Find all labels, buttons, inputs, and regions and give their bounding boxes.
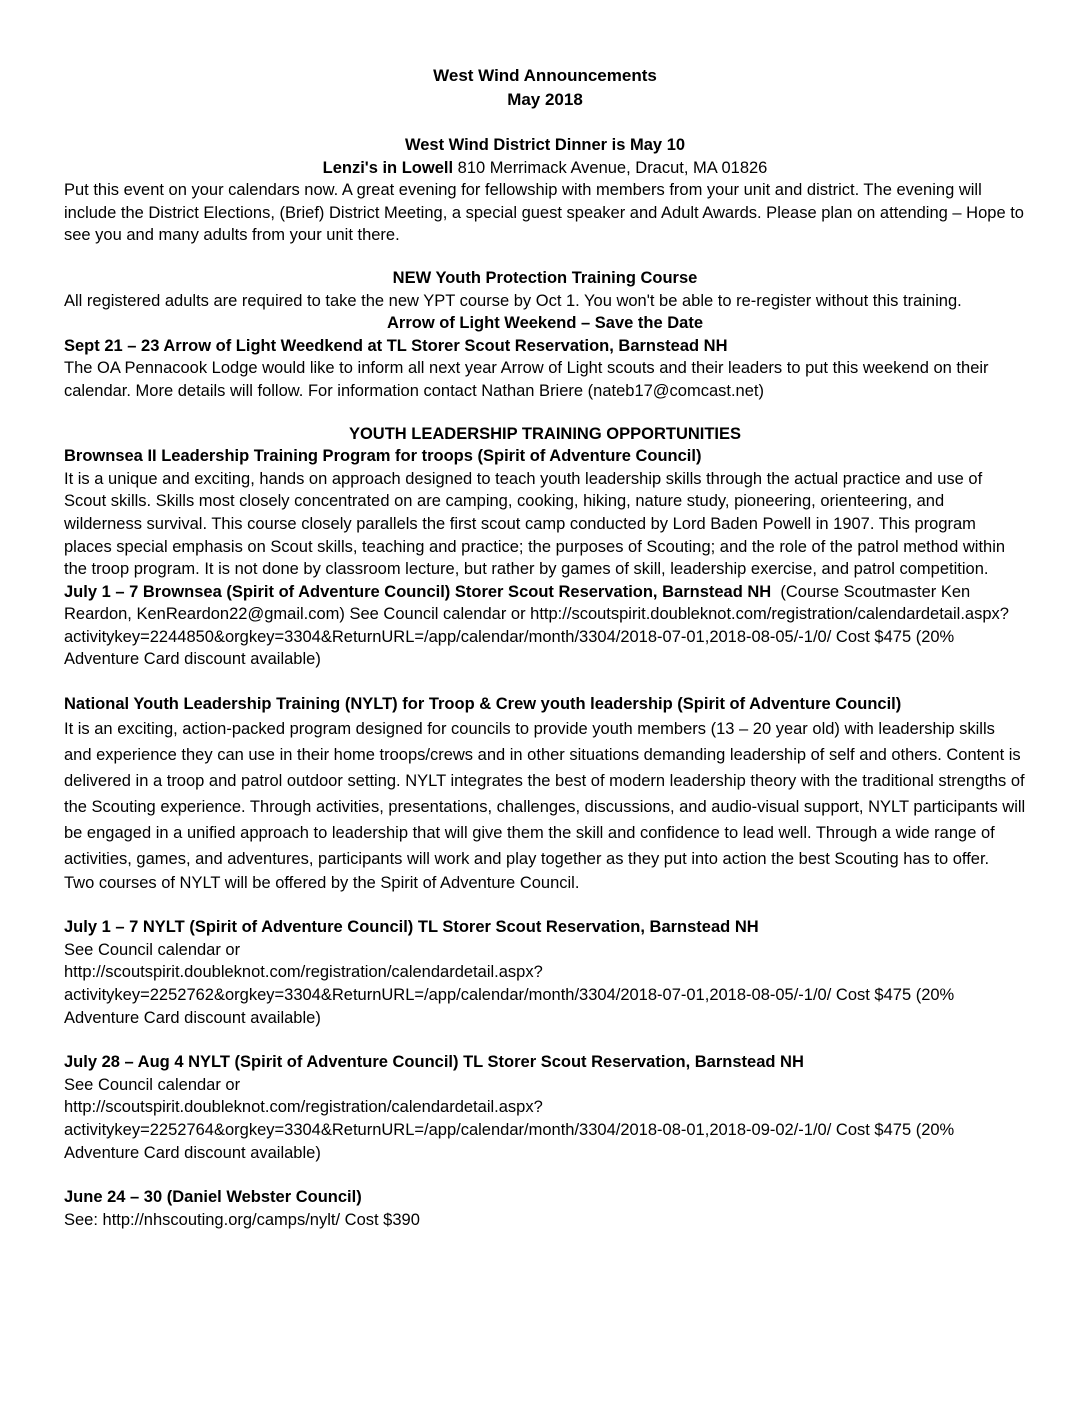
session-heading: June 24 – 30 (Daniel Webster Council) <box>64 1188 362 1207</box>
dinner-body: Put this event on your calendars now. A great evening for fellowship with members from your unit and district. The evening will include the District Elections, (Brief) District Meeting, a special guest speaker and Adult Awards. Please plan on attending – Hope to see you and many adults from your unit there. <box>64 181 1024 245</box>
brownsea-heading: Brownsea II Leadership Training Program for troops (Spirit of Adventure Council) <box>64 447 702 466</box>
doc-title: West Wind Announcements <box>433 66 657 85</box>
doc-date: May 2018 <box>507 90 583 109</box>
session-link: http://scoutspirit.doubleknot.com/registration/calendardetail.aspx?activitykey=2252762&orgkey=3304&ReturnURL=/app/calendar/month/3304/2018-07-01,2018-08-05/-1/0/ Cost $475 (20% Adventure Card discount available) <box>64 963 955 1027</box>
session-link: http://scoutspirit.doubleknot.com/registration/calendardetail.aspx?activitykey=2252764&orgkey=3304&ReturnURL=/app/calendar/month/3304/2018-08-01,2018-09-02/-1/0/ Cost $475 (20% Adventure Card discount available) <box>64 1098 955 1162</box>
session-heading: July 28 – Aug 4 NYLT (Spirit of Adventure Council) TL Storer Scout Reservation, Barnstead NH <box>64 1053 804 1072</box>
session-line: See Council calendar or <box>64 940 241 959</box>
session-heading: July 1 – 7 NYLT (Spirit of Adventure Council) TL Storer Scout Reservation, Barnstead NH <box>64 918 759 937</box>
nylt-body: It is an exciting, action-packed program designed for councils to provide youth members (13 – 20 year old) with leadership skills and experience they can use in their home troops/crews and in other situations demanding leadership of self and others. Content is delivered in a troop and patrol outdoor setting. NYLT integrates the best of modern leadership theory with the traditional strengths of the Scouting experience. Through activities, presentations, challenges, discussions, and audio-visual support, NYLT participants will be engaged in a unified approach to leadership that will give them the skill and confidence to lead well. Through a wide range of activities, games, and adventures, participants will work and play together as they put into action the best Scouting has to offer. <box>64 719 1026 868</box>
brownsea-details: (Course Scoutmaster Ken Reardon, KenReardon22@gmail.com) See Council calendar or http://scoutspirit.doubleknot.com/registration/calendardetail.aspx?activitykey=2244850&orgkey=3304&ReturnURL=/app/calendar/month/3304/2018-07-01,2018-08-05/-1/0/ Cost $475 (20% Adventure Card discount available) <box>64 582 1009 669</box>
document-page <box>64 64 1026 1231</box>
ypt-body: All registered adults are required to take the new YPT course by Oct 1. You won't be able to re-register without this training. <box>64 291 962 310</box>
dinner-location <box>64 157 1026 180</box>
nylt-session <box>64 1186 1026 1231</box>
youth-heading: YOUTH LEADERSHIP TRAINING OPPORTUNITIES <box>348 424 742 443</box>
dinner-heading: West Wind District Dinner is May 10 <box>404 136 686 154</box>
aol-heading: Arrow of Light Weekend – Save the Date <box>386 314 703 333</box>
ypt-heading: NEW Youth Protection Training Course <box>392 268 698 287</box>
brownsea-dates: July 1 – 7 Brownsea (Spirit of Adventure Council) Storer Scout Reservation, Barnstead NH <box>64 582 772 601</box>
session-line: See Council calendar or <box>64 1075 241 1094</box>
brownsea-body <box>64 468 1026 671</box>
nylt-heading: National Youth Leadership Training (NYLT) for Troop & Crew youth leadership (Spirit of Adventure Council) <box>64 695 902 714</box>
aol-subheading: Sept 21 – 23 Arrow of Light Weedkend at TL Storer Scout Reservation, Barnstead NH <box>64 336 728 355</box>
brownsea-description: It is a unique and exciting, hands on approach designed to teach youth leadership skills through the actual practice and use of Scout skills. Skills most closely concentrated on are camping, cooking, hiking, nature study, pioneering, orienteering, and wilderness survival. This course closely parallels the first scout camp conducted by Lord Baden Powell in 1907. This program places special emphasis on Scout skills, teaching and practice; the purposes of Scouting; and the role of the patrol method within the troop program. It is not done by classroom lecture, but rather by games of skill, leadership exercise, and patrol competition. <box>64 469 1006 579</box>
nylt-session <box>64 916 1026 1029</box>
nylt-note: Two courses of NYLT will be offered by the Spirit of Adventure Council. <box>64 873 580 892</box>
nylt-session <box>64 1051 1026 1164</box>
dinner-venue: Lenzi's in Lowell <box>322 158 454 177</box>
session-line: See: http://nhscouting.org/camps/nylt/ Cost $390 <box>64 1210 420 1229</box>
aol-body: The OA Pennacook Lodge would like to inform all next year Arrow of Light scouts and their leaders to put this weekend on their calendar. More details will follow. For information contact Nathan Briere (nateb17@comcast.net) <box>64 359 989 400</box>
dinner-address: 810 Merrimack Avenue, Dracut, MA 01826 <box>457 158 768 177</box>
